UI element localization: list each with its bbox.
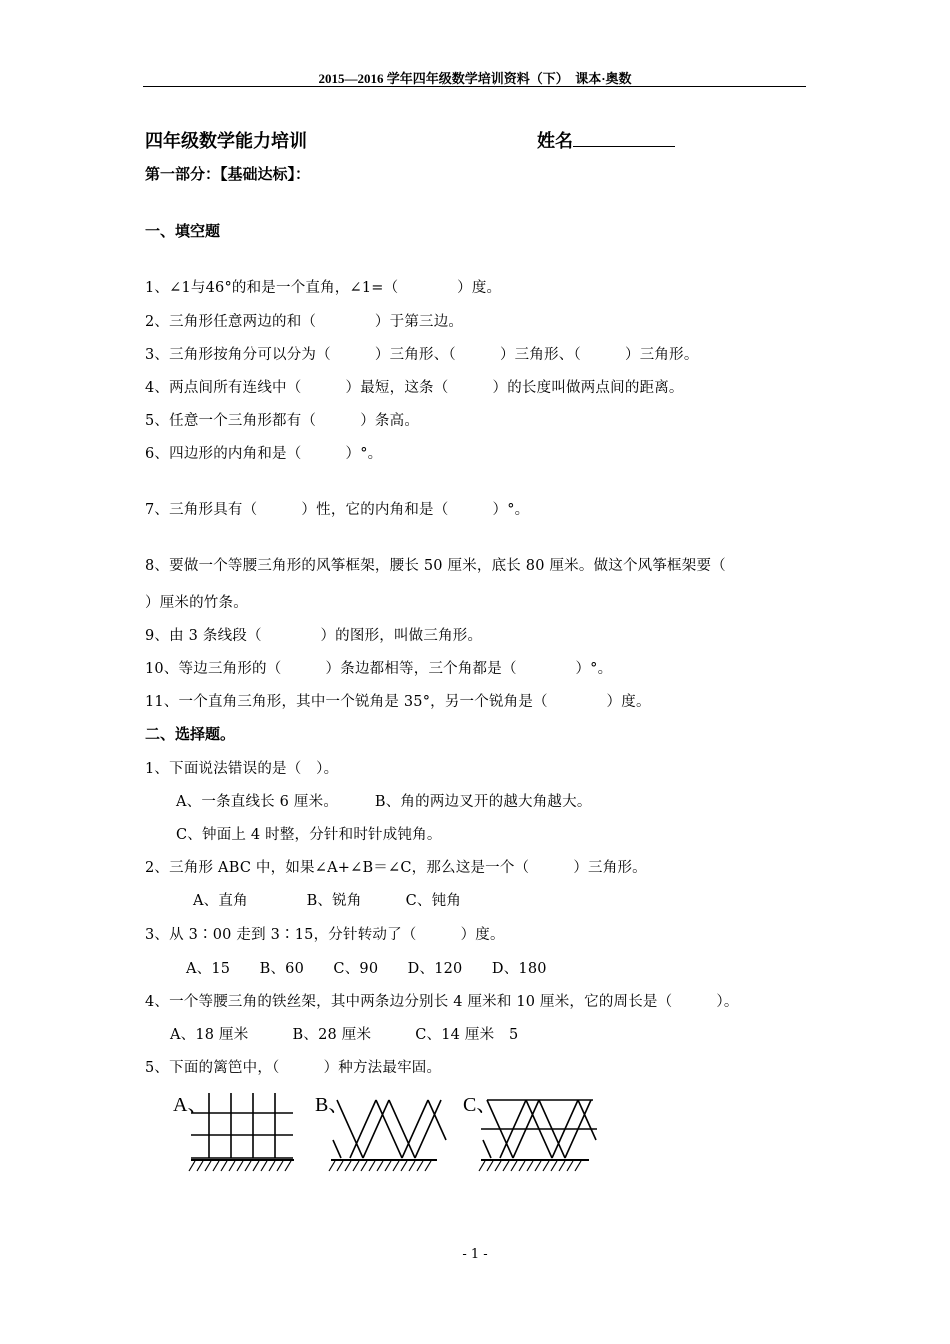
fill-question-4: 4、两点间所有连线中（ ）最短，这条（ ）的长度叫做两点间的距离。 [145,380,684,396]
fence-b-label: B、 [315,1094,349,1116]
fence-a [173,1093,294,1171]
fence-figures [165,1085,625,1180]
name-field [537,127,675,153]
fill-question-2: 2、三角形任意两边的和（ ）于第三边。 [145,314,464,330]
section-choice-heading: 二、选择题。 [145,725,236,743]
choice-1-option-c: C、钟面上 4 时整，分针和时针成钝角。 [176,827,442,843]
fill-question-8-cont: ）厘米的竹条。 [145,595,248,611]
fence-c-label: C、 [463,1094,497,1116]
fill-question-10: 10、等边三角形的（ ）条边都相等，三个角都是（ ）°。 [145,661,613,677]
choice-question-2: 2、三角形 ABC 中，如果∠A+∠B＝∠C，那么这是一个（ ）三角形。 [145,860,647,876]
fill-question-1: 1、∠1与46°的和是一个直角，∠1=（ ）度。 [145,280,502,296]
choice-4-options: A、18 厘米 B、28 厘米 C、14 厘米 5 [170,1027,519,1043]
page-title: 四年级数学能力培训 [145,131,307,152]
page-number: - 1 - [462,1247,488,1262]
choice-question-3: 3、从 3∶00 走到 3∶15，分针转动了（ ）度。 [145,927,505,943]
choice-2-options: A、直角 B、锐角 C、钝角 [193,893,462,909]
name-blank[interactable] [573,132,675,147]
fill-question-8: 8、要做一个等腰三角形的风筝框架，腰长 50 厘米，底长 80 厘米。做这个风筝框架要（ [145,558,726,574]
header-rule [143,86,806,87]
choice-1-options-ab: A、一条直线长 6 厘米。 B、角的两边叉开的越大角越大。 [176,794,592,810]
fill-question-5: 5、任意一个三角形都有（ ）条高。 [145,413,420,429]
fence-b [315,1094,446,1171]
fence-c [463,1094,597,1171]
fill-question-7: 7、三角形具有（ ）性，它的内角和是（ ）°。 [145,502,530,518]
fence-a-label: A、 [173,1094,208,1116]
fill-question-11: 11、一个直角三角形，其中一个锐角是 35°，另一个锐角是（ ）度。 [145,694,651,710]
choice-3-options: A、15 B、60 C、90 D、120 D、180 [186,961,547,977]
section-fill-heading: 一、填空题 [145,222,221,240]
choice-question-1: 1、下面说法错误的是（ ）。 [145,761,339,777]
fill-question-6: 6、四边形的内角和是（ ）°。 [145,446,383,462]
choice-question-5: 5、下面的篱笆中，（ ）种方法最牢固。 [145,1060,442,1076]
fill-question-9: 9、由 3 条线段（ ）的图形，叫做三角形。 [145,628,483,644]
choice-question-4: 4、一个等腰三角的铁丝架，其中两条边分别长 4 厘米和 10 厘米，它的周长是（ ）。 [145,994,739,1010]
name-label: 姓名 [537,131,573,152]
part-one-heading: 第一部分：【基础达标】： [145,165,311,183]
page-header: 2015—2016 学年四年级数学培训资料（下） 课本·奥数 [318,71,632,86]
fill-question-3: 3、三角形按角分可以分为（ ）三角形、（ ）三角形、（ ）三角形。 [145,347,699,363]
